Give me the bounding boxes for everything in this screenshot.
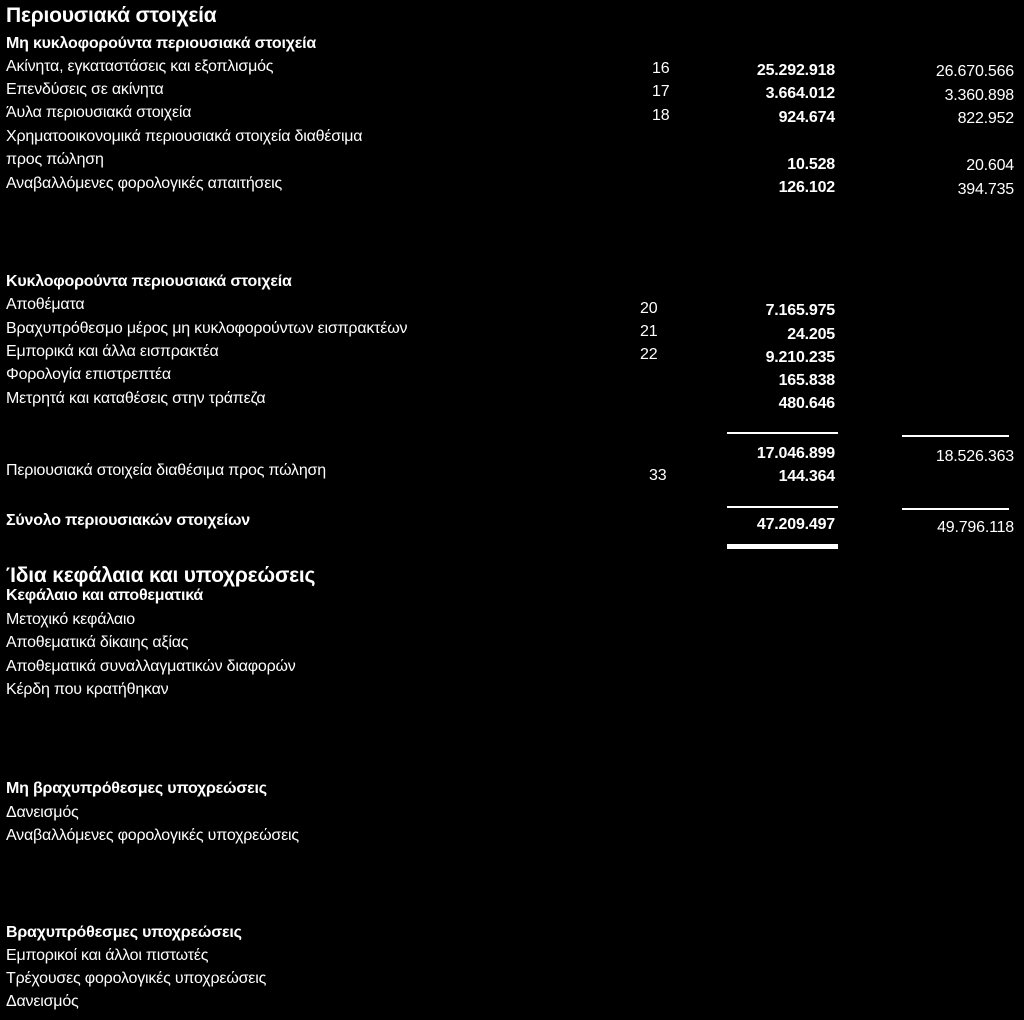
row-value-current: 25.292.918 (756, 62, 835, 79)
row-label: Άυλα περιουσιακά στοιχεία (6, 104, 192, 121)
row-value-current: 126.102 (778, 179, 835, 196)
row-value-current: 924.674 (778, 109, 835, 126)
row-label: Μετοχικό κεφάλαιο (6, 611, 135, 628)
row-label: Αποθέματα (6, 296, 85, 313)
subsection-title-equity: Κεφάλαιο και αποθεματικά (6, 587, 204, 604)
row-label: Αναβαλλόμενες φορολογικές υποχρεώσεις (6, 827, 299, 844)
subsection-title-non-current-liabilities: Μη βραχυπρόθεσμες υποχρεώσεις (6, 780, 267, 797)
subsection-title-non-current-assets: Μη κυκλοφορούντα περιουσιακά στοιχεία (6, 35, 316, 52)
total-assets-label: Σύνολο περιουσιακών στοιχείων (6, 512, 250, 529)
row-note: 21 (640, 323, 658, 340)
row-label: Χρηματοοικονομικά περιουσιακά στοιχεία διαθέσιμα (6, 128, 363, 145)
total-double-rule-current (727, 544, 838, 549)
row-value-prior: 3.360.898 (944, 87, 1014, 104)
section-title-assets: Περιουσιακά στοιχεία (6, 4, 217, 27)
row-label: Εμπορικά και άλλα εισπρακτέα (6, 343, 219, 360)
row-note: 33 (649, 467, 667, 484)
row-label: Αποθεματικά δίκαιης αξίας (6, 634, 189, 651)
row-note: 18 (652, 107, 670, 124)
row-value-current: 480.646 (778, 395, 835, 412)
row-label: Φορολογία επιστρεπτέα (6, 366, 171, 383)
section-title-equity-liabilities: Ίδια κεφάλαια και υποχρεώσεις (6, 564, 316, 587)
row-label-continued: προς πώληση (6, 151, 104, 168)
row-value-current: 144.364 (778, 468, 835, 485)
total-assets-prior: 49.796.118 (937, 519, 1014, 536)
subtotal-prior: 18.526.363 (935, 448, 1014, 465)
row-label: Βραχυπρόθεσμο μέρος μη κυκλοφορούντων εισπρακτέων (6, 320, 408, 337)
row-label: Δανεισμός (6, 804, 79, 821)
row-value-current: 165.838 (778, 372, 835, 389)
row-label: Ακίνητα, εγκαταστάσεις και εξοπλισμός (6, 58, 274, 75)
row-label: Κέρδη που κρατήθηκαν (6, 681, 169, 698)
row-value-current: 3.664.012 (765, 85, 835, 102)
total-rule-top-prior (902, 508, 1009, 510)
row-value-current: 10.528 (787, 156, 835, 173)
subtotal-current: 17.046.899 (756, 445, 835, 462)
row-note: 20 (640, 300, 658, 317)
subsection-title-current-assets: Κυκλοφορούντα περιουσιακά στοιχεία (6, 273, 292, 290)
row-value-current: 24.205 (787, 326, 835, 343)
row-label: Δανεισμός (6, 993, 79, 1010)
row-label: Εμπορικοί και άλλοι πιστωτές (6, 947, 209, 964)
total-rule-top-current (727, 506, 838, 508)
row-label: Επενδύσεις σε ακίνητα (6, 81, 164, 98)
total-assets-current: 47.209.497 (756, 516, 835, 533)
row-label: Αναβαλλόμενες φορολογικές απαιτήσεις (6, 175, 283, 192)
row-label: Περιουσιακά στοιχεία διαθέσιμα προς πώληση (6, 462, 326, 479)
row-label: Αποθεματικά συναλλαγματικών διαφορών (6, 658, 296, 675)
row-value-prior: 822.952 (957, 110, 1014, 127)
subtotal-rule-current (727, 432, 838, 434)
subsection-title-current-liabilities: Βραχυπρόθεσμες υποχρεώσεις (6, 924, 242, 941)
row-value-prior: 26.670.566 (935, 63, 1014, 80)
row-value-prior: 394.735 (957, 181, 1014, 198)
row-label: Τρέχουσες φορολογικές υποχρεώσεις (6, 970, 267, 987)
row-label: Μετρητά και καταθέσεις στην τράπεζα (6, 390, 266, 407)
row-value-prior: 20.604 (966, 157, 1014, 174)
row-note: 22 (640, 346, 658, 363)
row-note: 17 (652, 83, 670, 100)
row-value-current: 7.165.975 (765, 302, 835, 319)
row-note: 16 (652, 60, 670, 77)
subtotal-rule-prior (902, 435, 1009, 437)
row-value-current: 9.210.235 (765, 349, 835, 366)
